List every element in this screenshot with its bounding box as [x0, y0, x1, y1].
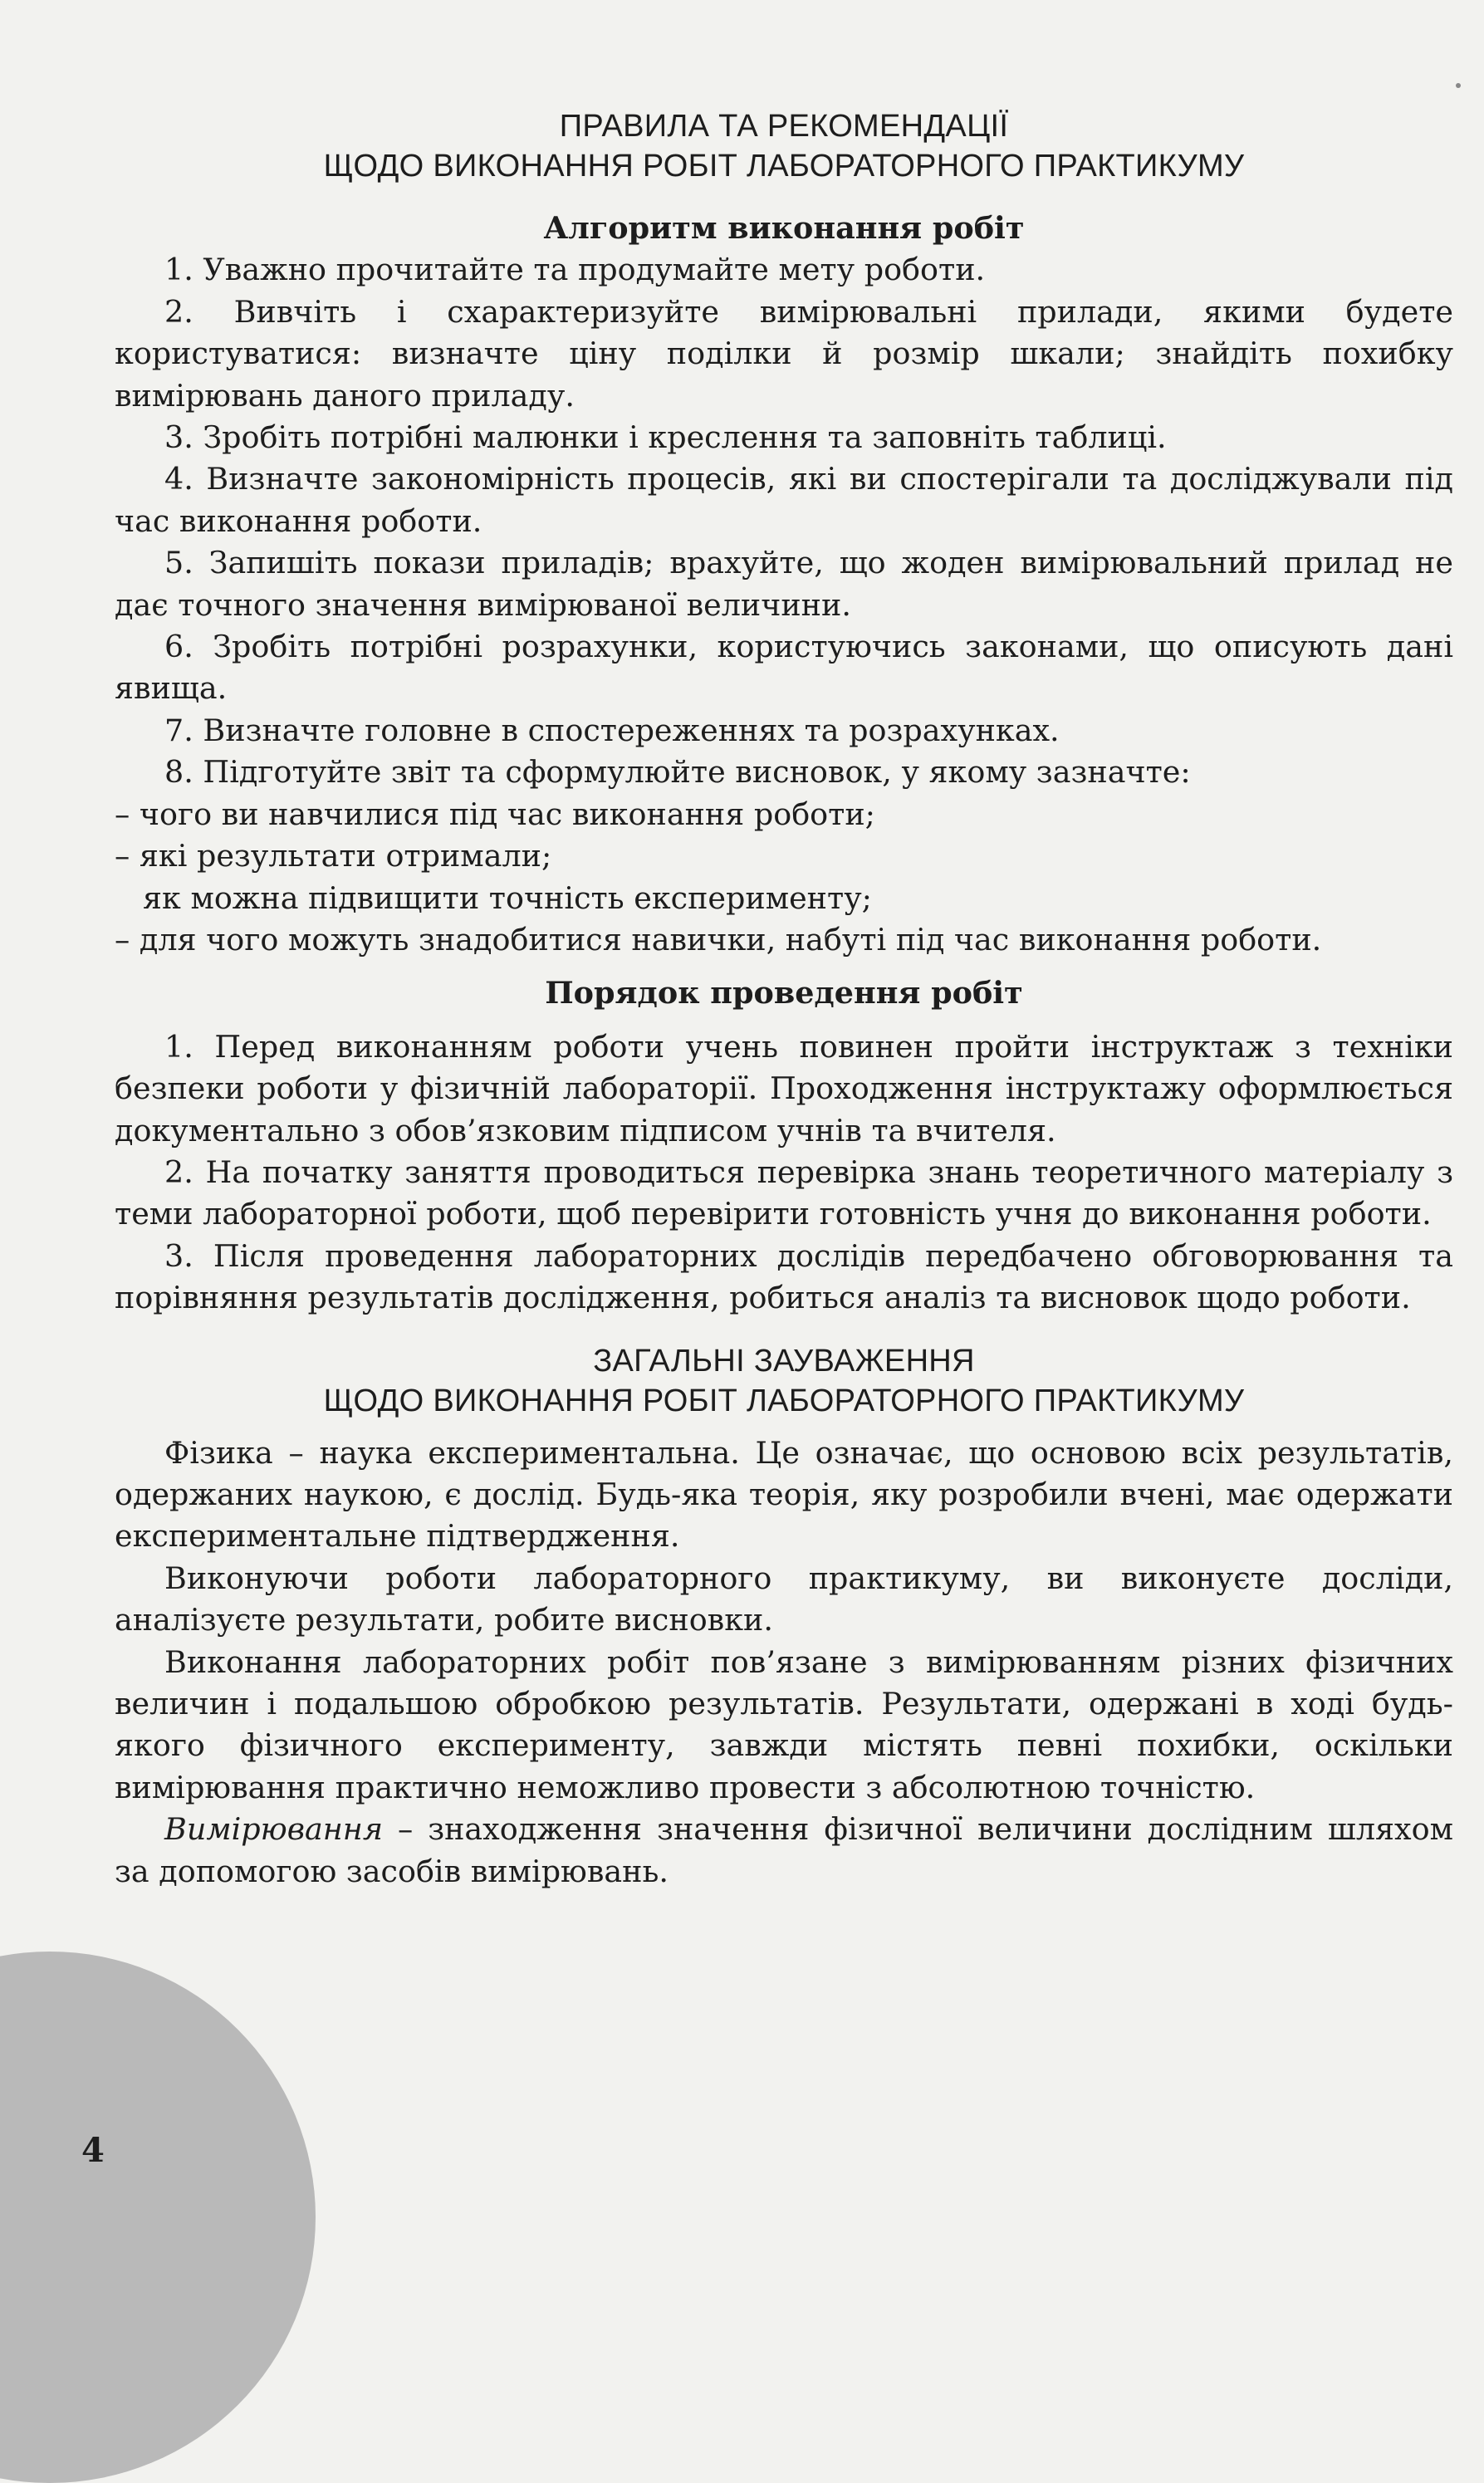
section2-title-line1: ЗАГАЛЬНІ ЗАУВАЖЕННЯ: [593, 1343, 975, 1379]
algorithm-heading: Алгоритм виконання робіт: [543, 210, 1025, 246]
procedure-item: 3. Після проведення лабораторних дослідів передбачено обговорювання та порівняння результатів дослідження, робиться аналіз та висновок щодо роботи.: [115, 1237, 1453, 1316]
section1-title-line2: ЩОДО ВИКОНАННЯ РОБІТ ЛАБОРАТОРНОГО ПРАКТИКУМУ: [323, 149, 1245, 184]
report-points: [115, 794, 1453, 962]
body-paragraph: Фізика – наука експериментальна. Це означає, що основою всіх результатів, одержаних наукою, є дослід. Будь-яка теорія, яку розробили вчені, має одержати експериментальне підтвердження.: [115, 1434, 1453, 1555]
algorithm-item: 5. Запишіть покази приладів; врахуйте, що жоден вимірювальний прилад не дає точного значення вимірюваної величини.: [115, 545, 1453, 623]
page-corner-circle: [0, 1952, 316, 2483]
section1-title: [115, 106, 1453, 186]
scan-speck: [1456, 83, 1461, 88]
section2-body: [115, 1432, 1453, 1893]
report-point: – чого ви навчилися під час виконання роботи;: [115, 796, 875, 832]
algorithm-item: 3. Зробіть потрібні малюнки і креслення та заповніть таблиці.: [164, 419, 1167, 456]
algorithm-item: 6. Зробіть потрібні розрахунки, користуючись законами, що описують дані явища.: [115, 629, 1453, 707]
body-paragraph: Виконання лабораторних робіт пов’язане з вимірюванням різних фізичних величин і подальшою обробкою результатів. Результати, одержані в ході будь-якого фізичного експерименту, завжди містять певні похибки, оскільки вимірювання практично неможливо провести з абсолютною точністю.: [115, 1643, 1453, 1805]
algorithm-list: [115, 249, 1453, 793]
report-point: – для чого можуть знадобитися навички, набуті під час виконання роботи.: [115, 921, 1322, 957]
procedure-heading: Порядок проведення робіт: [545, 975, 1023, 1011]
procedure-item: 2. На початку заняття проводиться перевірка знань теоретичного матеріалу з теми лабораторної роботи, щоб перевірити готовність учня до виконання роботи.: [115, 1153, 1453, 1232]
page-number: 4: [81, 2131, 105, 2170]
section1-title-line1: ПРАВИЛА ТА РЕКОМЕНДАЦІЇ: [559, 109, 1009, 144]
page-content: [115, 106, 1453, 1893]
section2-title: [115, 1341, 1453, 1421]
algorithm-item: 8. Підготуйте звіт та сформулюйте висновок, у якому зазначте:: [164, 754, 1191, 791]
procedure-item: 1. Перед виконанням роботи учень повинен пройти інструктаж з техніки безпеки роботи у фізичній лабораторії. Проходження інструктажу оформлюється документально з обов’язковим підписом учнів та вчителя.: [115, 1028, 1453, 1148]
report-point: як можна підвищити точність експерименту;: [143, 879, 872, 916]
algorithm-item: 4. Визначте закономірність процесів, які ви спостерігали та досліджували під час виконання роботи.: [115, 461, 1453, 539]
definition-text: – знаходження значення фізичної величини дослідним шляхом за допомогою засобів вимірювань.: [115, 1811, 1453, 1889]
definition-paragraph: [115, 1809, 1453, 1893]
body-paragraph: Виконуючи роботи лабораторного практикуму, ви виконуєте досліди, аналізуєте результати, робите висновки.: [115, 1560, 1453, 1638]
section2-title-line2: ЩОДО ВИКОНАННЯ РОБІТ ЛАБОРАТОРНОГО ПРАКТИКУМУ: [323, 1383, 1245, 1418]
algorithm-item: 2. Вивчіть і схарактеризуйте вимірювальні прилади, якими будете користуватися: визначте ціну поділки й розмір шкали; знайдіть похибку вимірювань даного приладу.: [115, 293, 1453, 414]
report-point: – які результати отримали;: [115, 838, 552, 874]
algorithm-item: 1. Уважно прочитайте та продумайте мету роботи.: [164, 252, 986, 288]
procedure-list: [115, 1026, 1453, 1320]
algorithm-item: 7. Визначте головне в спостереженнях та розрахунках.: [164, 712, 1060, 748]
definition-term: Вимірювання: [164, 1811, 384, 1848]
